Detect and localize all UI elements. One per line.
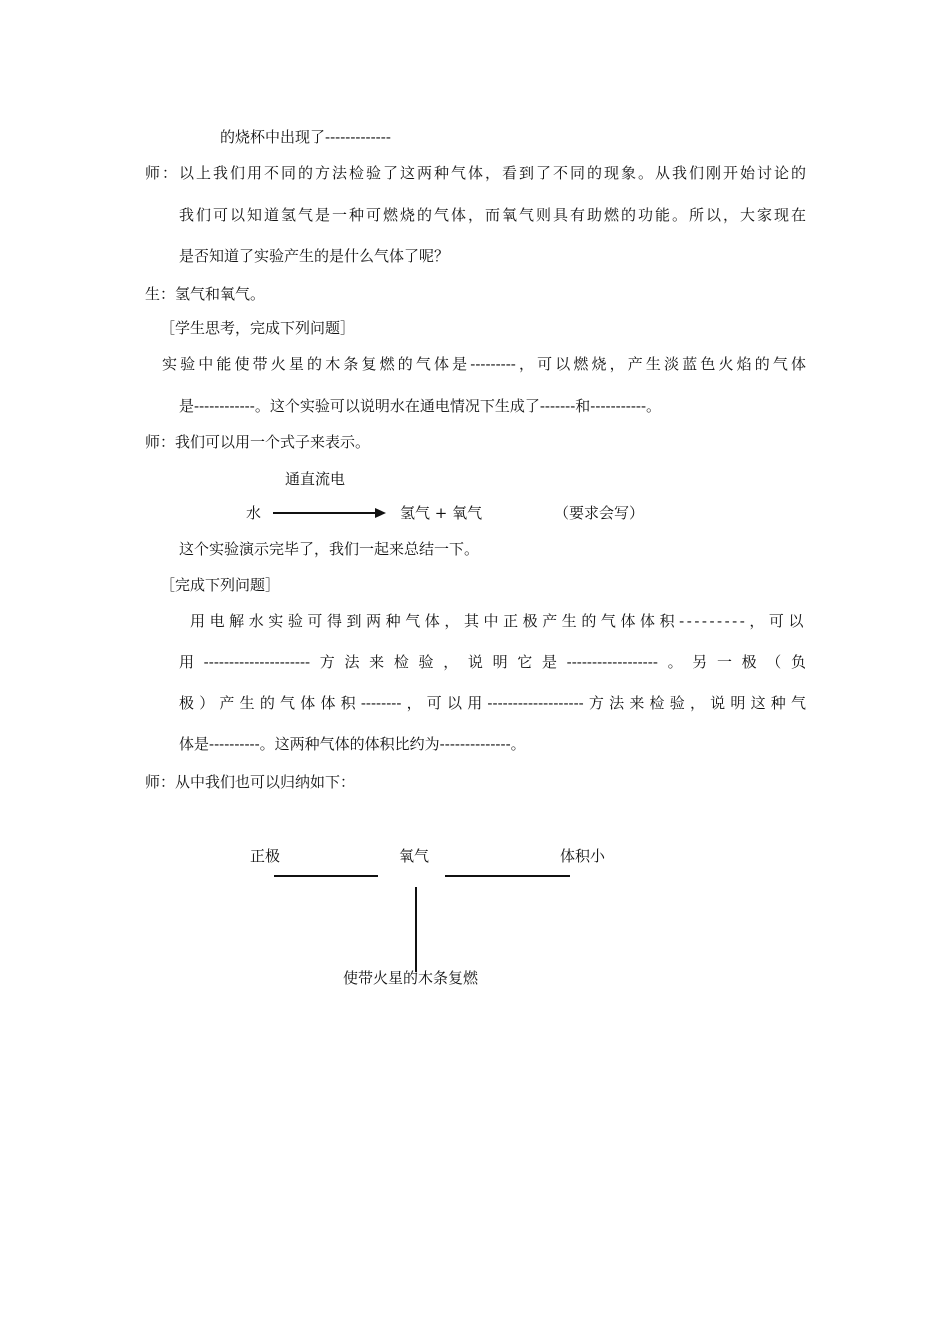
text-line: ［完成下列问题］	[160, 576, 281, 594]
diagram-line-left	[274, 875, 378, 877]
reaction-arrow	[273, 512, 375, 514]
text-line: 是------------。这个实验可以说明水在通电情况下生成了-------和-----------。	[179, 397, 662, 415]
text-line: 师：以上我们用不同的方法检验了这两种气体，看到了不同的现象。从我们刚开始讨论的	[145, 164, 806, 182]
equation-products: 氢气 + 氧气	[400, 504, 483, 522]
text-line: 极）产生的气体体积--------，可以用-------------------方法来检验，说明这种气	[179, 694, 806, 712]
diagram-label-right: 体积小	[560, 847, 606, 865]
diagram-label-left: 正极	[250, 847, 281, 865]
text-line: 这个实验演示完毕了，我们一起来总结一下。	[179, 540, 480, 558]
diagram-label-center: 氧气	[399, 847, 430, 865]
text-line: 是否知道了实验产生的是什么气体了呢？	[179, 247, 450, 265]
text-line: 的烧杯中出现了-------------	[220, 128, 391, 146]
equation-reactant: 水	[246, 504, 262, 522]
text-line: 师：我们可以用一个式子来表示。	[145, 433, 371, 451]
diagram-label-bottom: 使带火星的木条复燃	[343, 969, 479, 987]
equation-note: （要求会写）	[554, 504, 645, 522]
text-line: 生：氢气和氧气。	[145, 285, 266, 303]
text-line: 实验中能使带火星的木条复燃的气体是---------，可以燃烧，产生淡蓝色火焰的气体	[162, 355, 806, 373]
text-line: 我们可以知道氢气是一种可燃烧的气体，而氧气则具有助燃的功能。所以，大家现在	[179, 206, 806, 224]
text-line: 体是----------。这两种气体的体积比约为--------------。	[179, 735, 526, 753]
diagram-line-vertical	[415, 887, 417, 972]
diagram-line-right	[445, 875, 570, 877]
text-line: 师：从中我们也可以归纳如下：	[145, 773, 356, 791]
text-line: 用电解水实验可得到两种气体，其中正极产生的气体体积---------，可以	[190, 612, 806, 630]
text-line: 用---------------------方法来检验，说明它是------------------。另一极（负	[179, 653, 806, 671]
text-line: ［学生思考，完成下列问题］	[160, 319, 356, 337]
equation-condition: 通直流电	[285, 470, 346, 488]
arrow-head-icon	[375, 508, 386, 518]
